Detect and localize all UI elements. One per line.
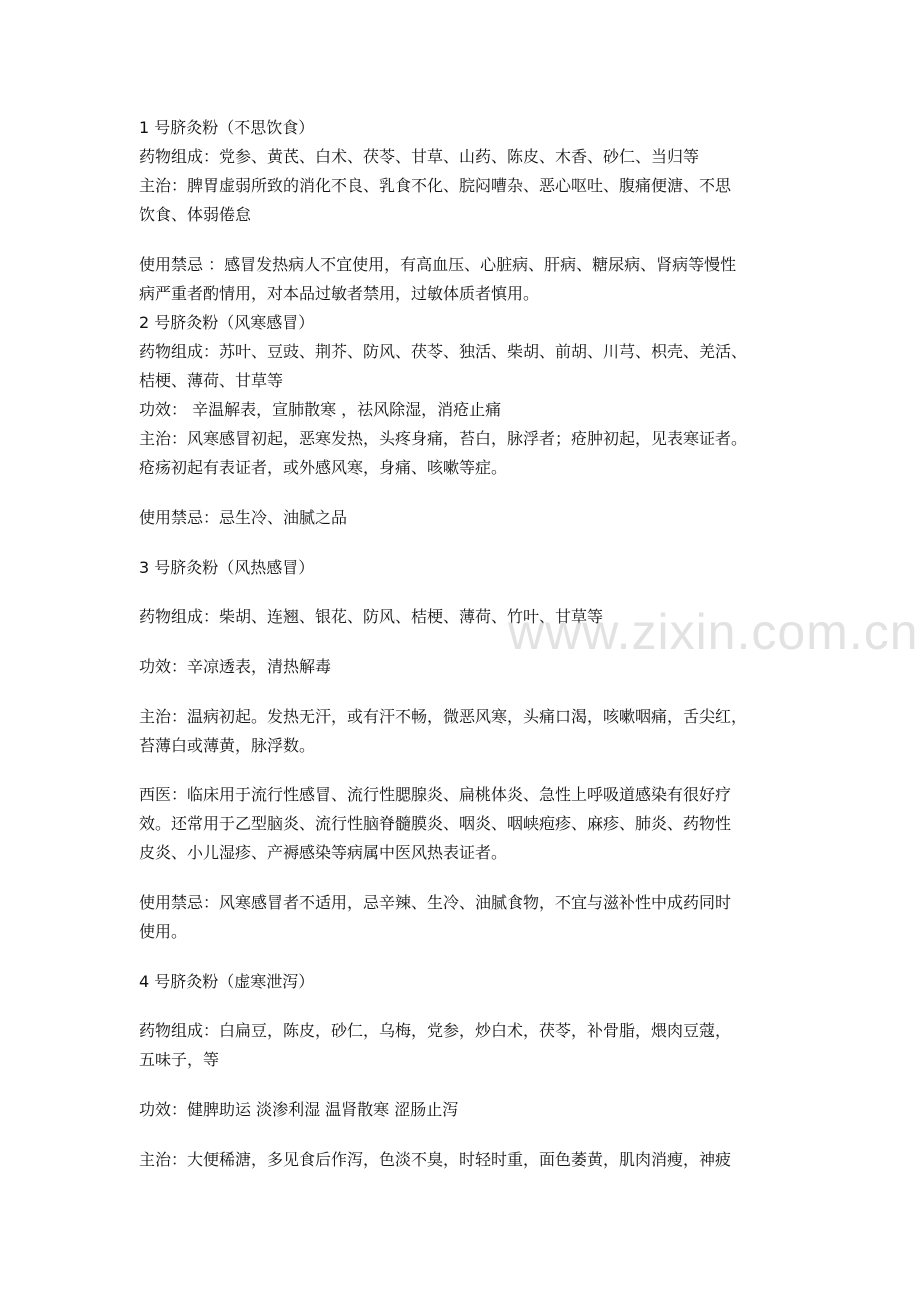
watermark-text: www.zixin.com.cn bbox=[508, 604, 919, 660]
heading-powder-4: 4 号脐灸粉（虚寒泄泻） bbox=[139, 972, 315, 991]
contraindication-line-cont: 使用。 bbox=[139, 922, 188, 941]
composition-line: 药物组成：柴胡、连翘、银花、防风、桔梗、薄荷、竹叶、甘草等 bbox=[139, 607, 604, 626]
contraindication-line: 使用禁忌：风寒感冒者不适用，忌辛辣、生冷、油腻食物，不宜与滋补性中成药同时 bbox=[139, 893, 732, 912]
indication-line: 主治：大便稀溏，多见食后作泻，色淡不臭，时轻时重，面色萎黄，肌肉消瘦，神疲 bbox=[139, 1150, 732, 1169]
composition-line-cont: 桔梗、薄荷、甘草等 bbox=[139, 371, 284, 390]
contraindication-line: 使用禁忌 ：感冒发热病人不宜使用，有高血压、心脏病、肝病、糖尿病、肾病等慢性 bbox=[139, 255, 737, 274]
efficacy-line: 功效：辛凉透表，清热解毒 bbox=[139, 657, 332, 676]
contraindication-line-cont: 病严重者酌情用，对本品过敏者禁用，过敏体质者慎用。 bbox=[139, 284, 540, 303]
efficacy-line: 功效： 辛温解表，宣肺散寒 ，祛风除湿，消疮止痛 bbox=[139, 400, 502, 419]
western-medicine-line: 西医：临床用于流行性感冒、流行性腮腺炎、扁桃体炎、急性上呼吸道感染有很好疗 bbox=[139, 785, 732, 804]
contraindication-line: 使用禁忌：忌生冷、油腻之品 bbox=[139, 508, 348, 527]
indication-line-cont: 苔薄白或薄黄，脉浮数。 bbox=[139, 736, 316, 755]
indication-line: 主治：温病初起。发热无汗，或有汗不畅，微恶风寒，头痛口渴，咳嗽咽痛，舌尖红， bbox=[139, 707, 748, 726]
efficacy-line: 功效：健脾助运 淡渗利湿 温肾散寒 涩肠止泻 bbox=[139, 1100, 459, 1119]
heading-powder-3: 3 号脐灸粉（风热感冒） bbox=[139, 558, 315, 577]
indication-line-cont: 饮食、体弱倦怠 bbox=[139, 205, 252, 224]
heading-powder-2: 2 号脐灸粉（风寒感冒） bbox=[139, 313, 315, 332]
western-medicine-line-cont: 皮炎、小儿湿疹、产褥感染等病属中医风热表证者。 bbox=[139, 843, 508, 862]
indication-line: 主治：脾胃虚弱所致的消化不良、乳食不化、脘闷嘈杂、恶心呕吐、腹痛便溏、不思 bbox=[139, 176, 732, 195]
indication-line-cont: 疮疡初起有表证者，或外感风寒，身痛、咳嗽等症。 bbox=[139, 458, 508, 477]
heading-powder-1: 1 号脐灸粉（不思饮食） bbox=[139, 118, 315, 137]
composition-line: 药物组成：苏叶、豆豉、荆芥、防风、茯苓、独活、柴胡、前胡、川芎、枳壳、羌活、 bbox=[139, 342, 748, 361]
composition-line-cont: 五味子，等 bbox=[139, 1050, 220, 1069]
composition-line: 药物组成：党参、黄芪、白术、茯苓、甘草、山药、陈皮、木香、砂仁、当归等 bbox=[139, 147, 700, 166]
composition-line: 药物组成：白扁豆，陈皮，砂仁，乌梅，党参，炒白术，茯苓，补骨脂，煨肉豆蔻， bbox=[139, 1021, 732, 1040]
indication-line: 主治：风寒感冒初起，恶寒发热，头疼身痛，苔白，脉浮者；疮肿初起，见表寒证者。 bbox=[139, 429, 748, 448]
western-medicine-line-cont: 效。还常用于乙型脑炎、流行性脑脊髓膜炎、咽炎、咽峡疱疹、麻疹、肺炎、药物性 bbox=[139, 814, 732, 833]
